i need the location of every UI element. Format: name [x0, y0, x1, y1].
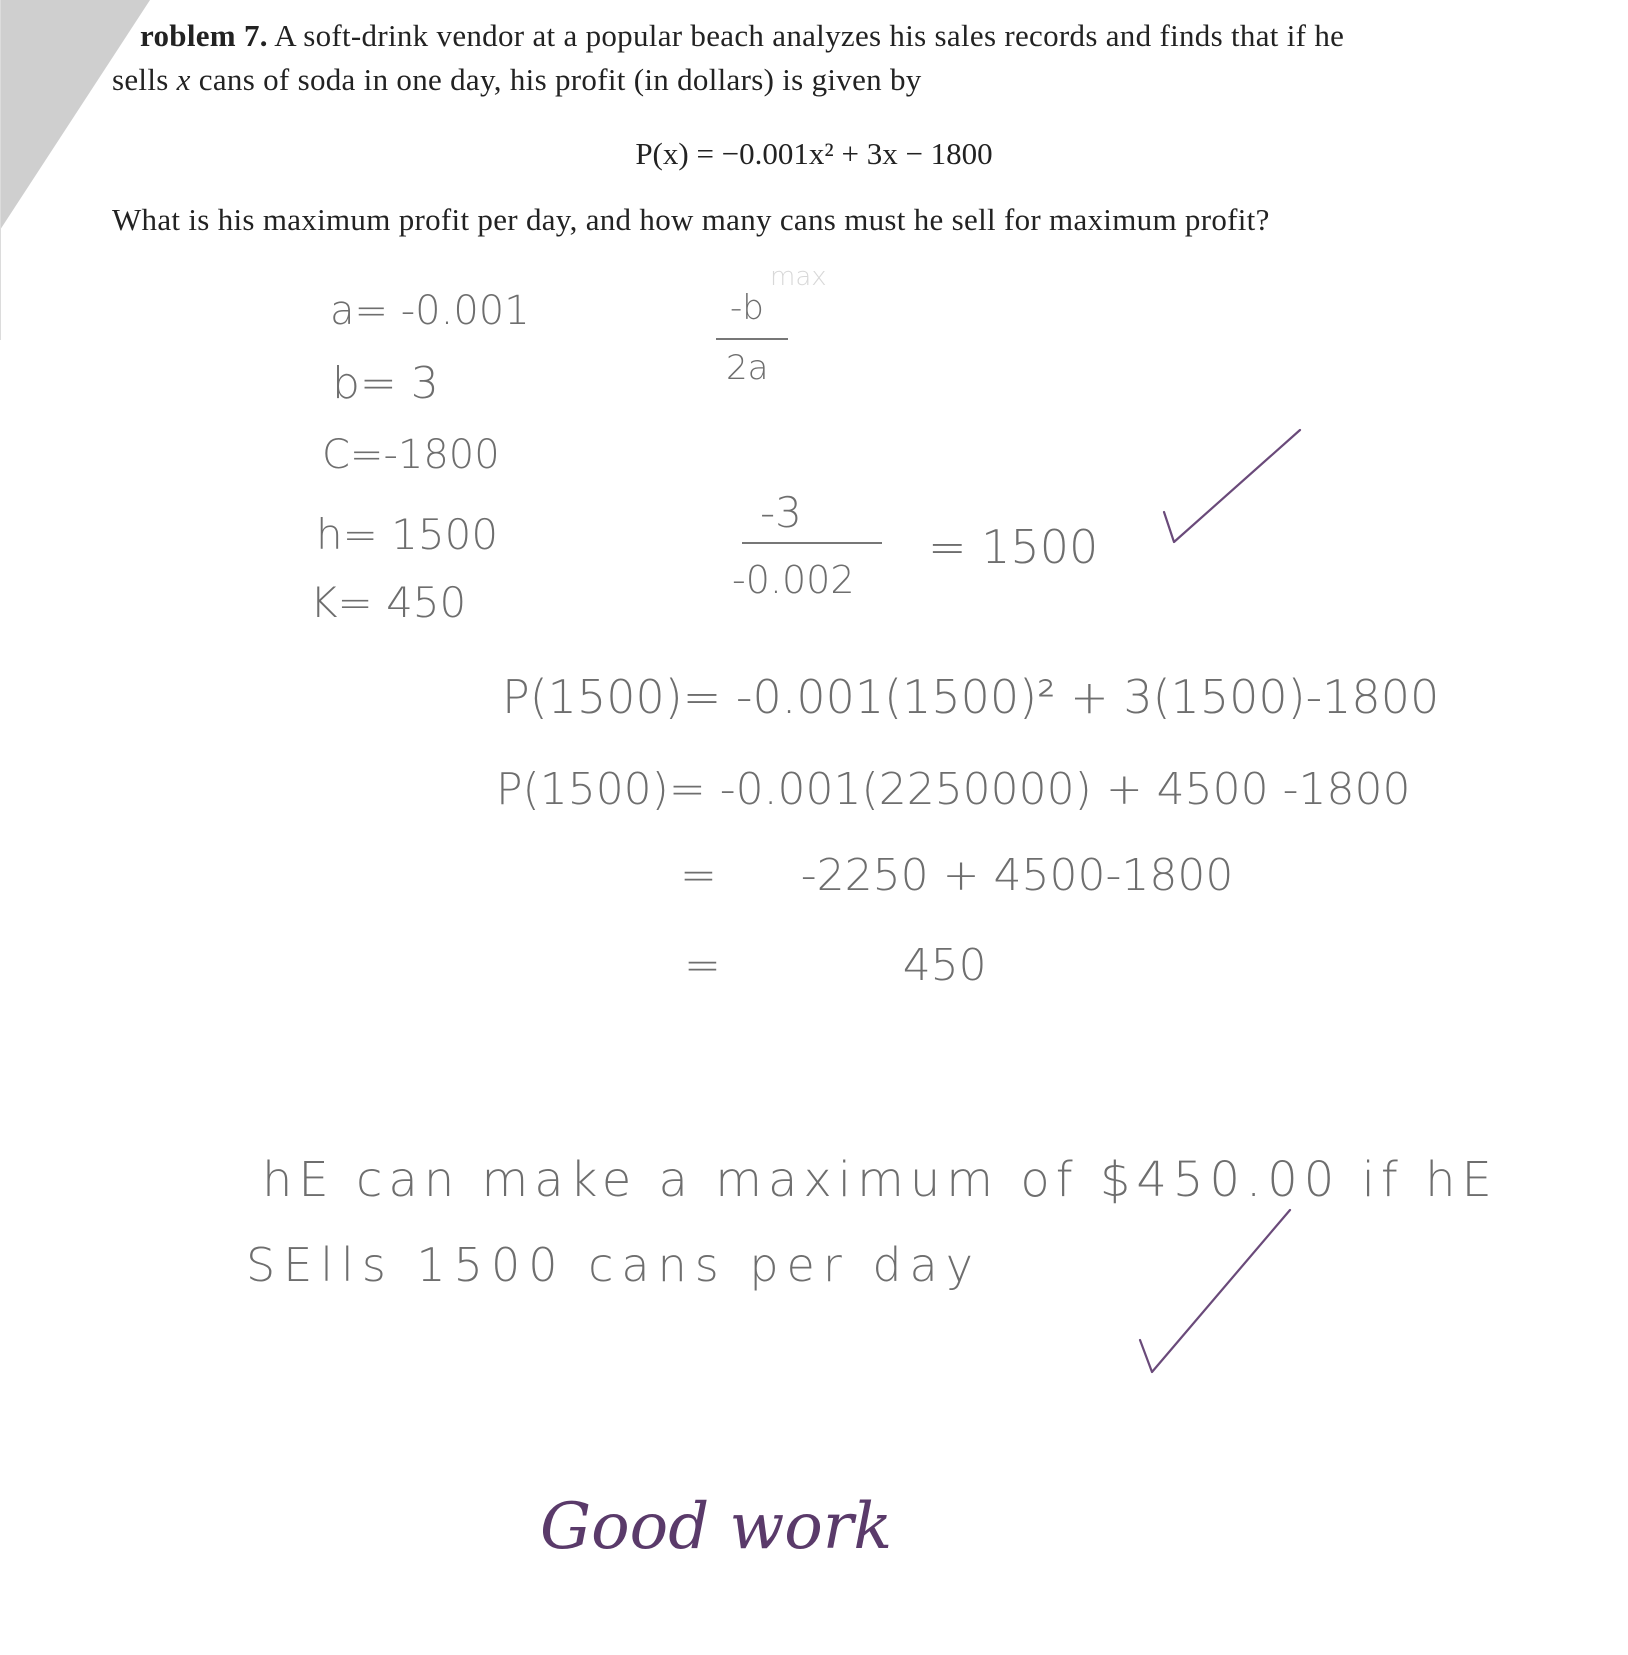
problem-question: What is his maximum profit per day, and how many cans must he sell for maximum profit? — [112, 202, 1270, 237]
problem-line-1 — [140, 18, 1344, 54]
work-line-4: = 450 — [684, 940, 987, 991]
problem-line-2 — [112, 62, 922, 98]
answer-line-1: hE can make a maximum of $450.00 if hE — [262, 1152, 1498, 1208]
vertex-note: max — [770, 262, 827, 292]
vertex-denominator: 2a — [726, 348, 769, 388]
work-line-1: P(1500)= -0.001(1500)² + 3(1500)-1800 — [502, 670, 1440, 724]
calc-numerator: -3 — [760, 488, 802, 537]
var-b: b= 3 — [332, 358, 439, 409]
var-k: K= 450 — [310, 578, 467, 627]
vertex-fraction-bar — [716, 338, 788, 340]
calc-fraction-bar — [742, 542, 882, 544]
work-line-3: = -2250 + 4500-1800 — [680, 850, 1234, 901]
var-a: a= -0.001 — [330, 288, 530, 334]
problem-statement-1: A soft-drink vendor at a popular beach analyzes his sales records and finds that if he — [274, 18, 1345, 53]
vertex-numerator: -b — [730, 288, 764, 328]
answer-line-2: SElls 1500 cans per day — [246, 1238, 981, 1292]
statement-2-post: cans of soda in one day, his profit (in dollars) is given by — [190, 62, 922, 97]
calc-result: = 1500 — [928, 520, 1099, 574]
calc-denominator: -0.002 — [732, 558, 855, 602]
var-c: C=-1800 — [322, 432, 500, 478]
folded-corner — [0, 0, 150, 230]
statement-2-pre: sells — [112, 62, 177, 97]
statement-2-var: x — [176, 62, 191, 97]
profit-formula: P(x) = −0.001x² + 3x − 1800 — [635, 136, 993, 171]
var-h: h= 1500 — [316, 510, 499, 559]
problem-label: roblem 7. — [140, 18, 268, 53]
work-line-2: P(1500)= -0.001(2250000) + 4500 -1800 — [496, 764, 1411, 815]
teacher-comment: Good work — [540, 1490, 893, 1564]
